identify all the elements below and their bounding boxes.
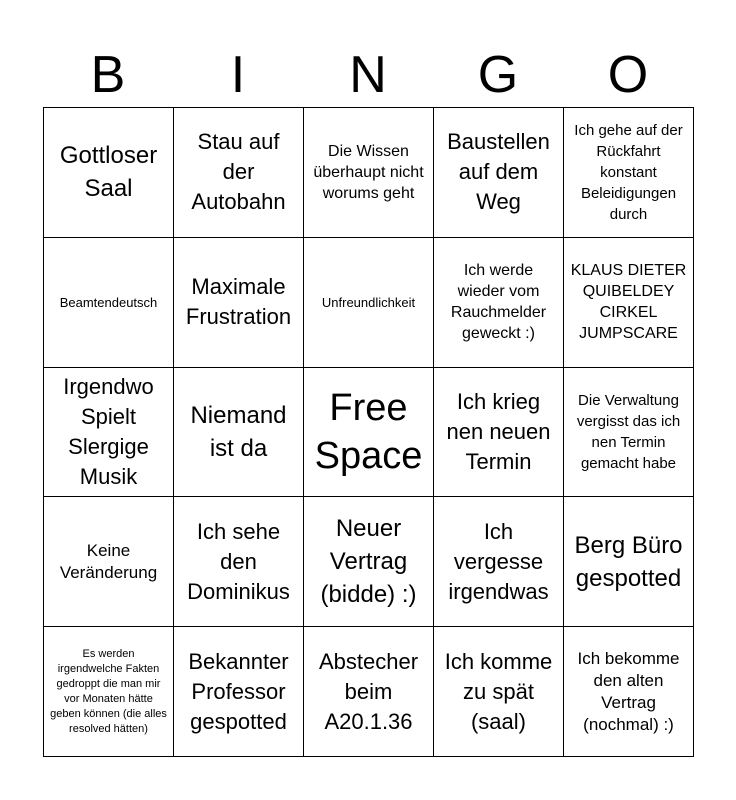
cell-text: Ich gehe auf der Rückfahrt konstant Beleidigungen durch (574, 121, 683, 223)
cell-text: Beamtendeutsch (59, 294, 158, 310)
bingo-cell[interactable] (304, 497, 434, 627)
bingo-cell[interactable] (44, 627, 174, 757)
bingo-cell[interactable] (304, 108, 434, 238)
cell-text: Die Wissen überhaupt nicht worums geht (313, 142, 424, 202)
bingo-cell[interactable] (174, 497, 304, 627)
cell-text: Niemand ist da (190, 401, 287, 462)
cell-text: Es werden irgendwelche Fakten gedroppt die man mir vor Monaten hätte geben können (die alles resolved hätten) (50, 647, 167, 735)
cell-text: KLAUS DIETER QUIBELDEY CIRKEL JUMPSCARE (570, 262, 687, 343)
bingo-cell[interactable] (434, 108, 564, 238)
free-space-text: Free Space (314, 386, 423, 477)
cell-text: Stau auf der Autobahn (191, 129, 286, 215)
cell-text: Die Verwaltung vergisst das ich nen Termin gemacht habe (576, 391, 681, 472)
cell-text: Keine Veränderung (59, 540, 158, 582)
bingo-cell[interactable] (44, 368, 174, 498)
cell-text: Neuer Vertrag (bidde) :) (320, 515, 417, 609)
header-letter-i: I (230, 46, 246, 104)
cell-text: Abstecher beim A20.1.36 (318, 648, 419, 734)
bingo-cell[interactable] (304, 368, 434, 498)
bingo-cell[interactable] (564, 108, 694, 238)
bingo-cell[interactable] (174, 627, 304, 757)
bingo-cell[interactable] (564, 497, 694, 627)
cell-text: Ich krieg nen neuen Termin (446, 388, 551, 474)
bingo-cell[interactable] (304, 627, 434, 757)
bingo-cell[interactable] (564, 368, 694, 498)
bingo-cell[interactable] (44, 238, 174, 368)
bingo-cell[interactable] (304, 238, 434, 368)
bingo-board (43, 107, 694, 757)
bingo-cell[interactable] (434, 238, 564, 368)
cell-text: Irgendwo Spielt Slergige Musik (63, 373, 154, 489)
cell-text: Berg Büro gespotted (574, 531, 683, 592)
cell-text: Ich vergesse irgendwas (448, 518, 549, 604)
cell-text: Unfreundlichkeit (321, 294, 416, 310)
bingo-cell[interactable] (174, 238, 304, 368)
cell-text: Bekannter Professor gespotted (188, 648, 289, 734)
bingo-cell[interactable] (44, 497, 174, 627)
header-letter-o: O (607, 46, 649, 104)
header-letter-n: N (349, 46, 387, 104)
cell-text: Maximale Frustration (185, 274, 292, 330)
bingo-cell[interactable] (434, 368, 564, 498)
bingo-header (43, 44, 694, 106)
cell-text: Ich bekomme den alten Vertrag (nochmal) :) (577, 648, 680, 734)
cell-text: Baustellen auf dem Weg (447, 129, 550, 215)
header-letter-g: G (477, 46, 519, 104)
cell-text: Ich komme zu spät (saal) (444, 648, 553, 734)
bingo-cell[interactable] (174, 108, 304, 238)
bingo-cell[interactable] (174, 368, 304, 498)
cell-text: Ich sehe den Dominikus (187, 518, 290, 604)
header-letter-b: B (90, 46, 126, 104)
bingo-cell[interactable] (434, 627, 564, 757)
cell-text: Gottloser Saal (59, 142, 158, 203)
bingo-cell[interactable] (564, 238, 694, 368)
cell-text: Ich werde wieder vom Rauchmelder geweckt :) (450, 262, 547, 343)
bingo-cell[interactable] (44, 108, 174, 238)
bingo-cell[interactable] (434, 497, 564, 627)
bingo-cell[interactable] (564, 627, 694, 757)
